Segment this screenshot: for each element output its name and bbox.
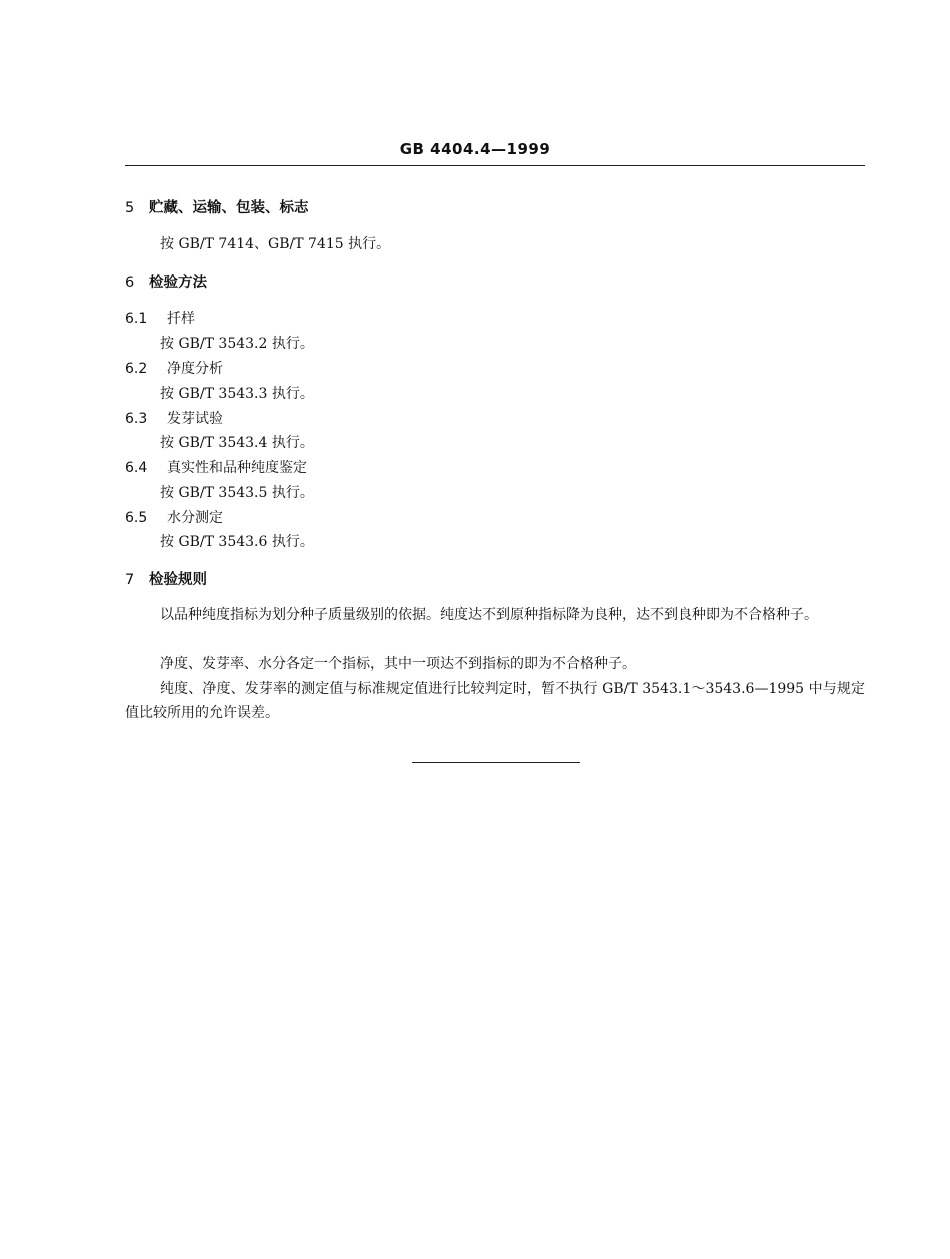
subsection-6-4-number: 6.4 [125, 460, 148, 476]
section-5-text: 按 GB/T 7414、GB/T 7415 执行。 [160, 236, 391, 252]
subsection-6-1-number: 6.1 [125, 311, 148, 327]
subsection-6-1-text: 按 GB/T 3543.2 执行。 [160, 336, 314, 352]
section-6-title: 检验方法 [149, 275, 207, 291]
section-7-number: 7 [125, 572, 135, 588]
section-5-number: 5 [125, 200, 135, 216]
subsection-6-4-title: 真实性和品种纯度鉴定 [167, 460, 307, 476]
section-7-title: 检验规则 [149, 572, 207, 588]
header-rule [125, 165, 865, 166]
subsection-6-3-text: 按 GB/T 3543.4 执行。 [160, 435, 314, 451]
subsection-6-3-title: 发芽试验 [167, 411, 223, 427]
subsection-6-5-title: 水分测定 [167, 510, 223, 526]
section-7-heading [125, 568, 207, 589]
section-7-paragraph-1: 以品种纯度指标为划分种子质量级别的依据。纯度达不到原种指标降为良种，达不到良种即为不合格种子。 [160, 607, 818, 623]
subsection-6-5-text: 按 GB/T 3543.6 执行。 [160, 534, 314, 550]
subsection-6-4-text: 按 GB/T 3543.5 执行。 [160, 485, 314, 501]
section-7-paragraph-2: 净度、发芽率、水分各定一个指标，其中一项达不到指标的即为不合格种子。 [160, 656, 636, 672]
subsection-6-4-heading [125, 457, 307, 477]
section-6-number: 6 [125, 275, 135, 291]
section-7-paragraph-3: 纯度、净度、发芽率的测定值与标准规定值进行比较判定时，暂不执行 GB/T 3543.1～3543.6—1995 中与规定值比较所用的允许误差。 [125, 681, 865, 721]
section-5-title: 贮藏、运输、包装、标志 [149, 200, 309, 216]
section-6-heading [125, 271, 207, 292]
subsection-6-2-heading [125, 358, 223, 378]
subsection-6-1-heading [125, 308, 195, 328]
subsection-6-1-title: 扦样 [167, 311, 195, 327]
subsection-6-3-heading [125, 408, 223, 428]
subsection-6-5-heading [125, 507, 223, 527]
section-5-heading [125, 196, 309, 217]
subsection-6-2-title: 净度分析 [167, 361, 223, 377]
end-of-standard-rule [412, 762, 580, 763]
subsection-6-5-number: 6.5 [125, 510, 148, 526]
subsection-6-3-number: 6.3 [125, 411, 148, 427]
subsection-6-2-number: 6.2 [125, 361, 148, 377]
standard-number-header: GB 4404.4—1999 [399, 140, 551, 158]
subsection-6-2-text: 按 GB/T 3543.3 执行。 [160, 386, 314, 402]
